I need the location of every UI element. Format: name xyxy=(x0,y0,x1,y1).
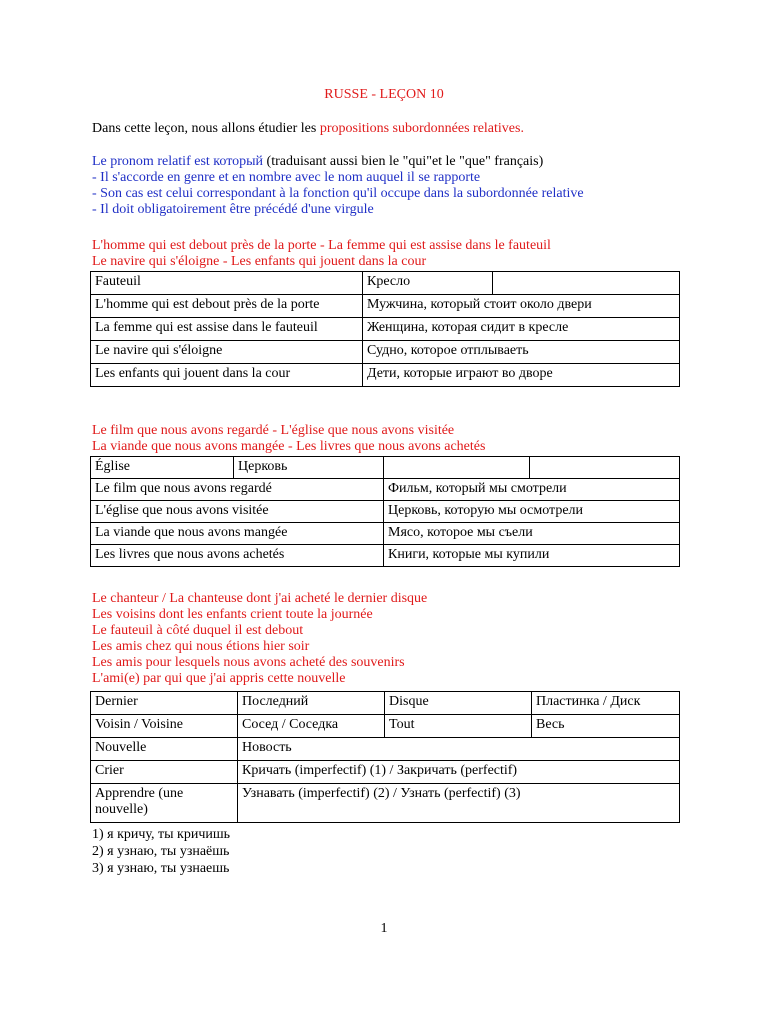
table-cell: Последний xyxy=(238,692,385,715)
table-cell: Мужчина, который стоит около двери xyxy=(363,295,680,318)
rule-intro-note: (traduisant aussi bien le "qui"et le "que" français) xyxy=(263,154,544,169)
table-row xyxy=(91,341,680,364)
rule-intro xyxy=(92,154,584,170)
example-3-heading xyxy=(92,591,427,687)
table-cell: Tout xyxy=(385,715,532,738)
table-row xyxy=(91,479,680,501)
table-cell: Фильм, который мы смотрели xyxy=(384,479,680,501)
table-cell: L'église que nous avons visitée xyxy=(91,501,384,523)
table-row xyxy=(91,318,680,341)
table-row xyxy=(91,272,680,295)
table-cell: Весь xyxy=(532,715,680,738)
table-cell: Сосед / Соседка xyxy=(238,715,385,738)
example-1-heading xyxy=(92,238,551,270)
table-cell: Судно, которое отплываеть xyxy=(363,341,680,364)
table-cell: Кресло xyxy=(363,272,493,295)
intro-paragraph xyxy=(92,121,524,137)
example-line: Le fauteuil à côté duquel il est debout xyxy=(92,623,304,638)
table-cell: Les enfants qui jouent dans la cour xyxy=(91,364,363,387)
table-row xyxy=(91,738,680,761)
example-line: Le chanteur / La chanteuse dont j'ai acheté le dernier disque xyxy=(92,591,428,606)
table-cell: Les livres que nous avons achetés xyxy=(91,545,384,567)
table-cell-empty xyxy=(493,272,680,295)
relative-pronoun: который xyxy=(213,154,264,169)
table-cell: Пластинка / Диск xyxy=(532,692,680,715)
table-cell-empty xyxy=(530,457,680,479)
example-line: Les amis pour lesquels nous avons acheté des souvenirs xyxy=(92,655,405,670)
rule-item: - Il s'accorde en genre et en nombre avec le nom auquel il se rapporte xyxy=(92,170,481,185)
table-cell: Le navire qui s'éloigne xyxy=(91,341,363,364)
rule-intro-text: Le pronom relatif est xyxy=(92,154,214,169)
example-line: Les amis chez qui nous étions hier soir xyxy=(92,639,310,654)
table-cell: Disque xyxy=(385,692,532,715)
table-cell: Узнавать (imperfectif) (2) / Узнать (perfectif) (3) xyxy=(238,784,680,823)
table-cell: Apprendre (une nouvelle) xyxy=(91,784,238,823)
table-cell: Dernier xyxy=(91,692,238,715)
table-cell: Église xyxy=(91,457,234,479)
table-row xyxy=(91,692,680,715)
table-row xyxy=(91,501,680,523)
rule-item: - Son cas est celui correspondant à la fonction qu'il occupe dans la subordonnée relative xyxy=(92,186,584,201)
table-cell: Женщина, которая сидит в кресле xyxy=(363,318,680,341)
table-row xyxy=(91,457,680,479)
table-cell: La viande que nous avons mangée xyxy=(91,523,384,545)
table-cell: Новость xyxy=(238,738,680,761)
example-2-heading xyxy=(92,423,485,455)
example-line: La viande que nous avons mangée - Les livres que nous avons achetés xyxy=(92,439,486,454)
example-1-table xyxy=(90,271,680,387)
example-line: Le navire qui s'éloigne - Les enfants qui jouent dans la cour xyxy=(92,254,427,269)
table-row xyxy=(91,761,680,784)
intro-highlight: propositions subordonnées relatives. xyxy=(319,121,524,136)
table-cell: Nouvelle xyxy=(91,738,238,761)
footnotes xyxy=(92,826,230,877)
table-cell: L'homme qui est debout près de la porte xyxy=(91,295,363,318)
footnote: 1) я кричу, ты кричишь xyxy=(92,827,231,842)
footnote: 3) я узнаю, ты узнаешь xyxy=(92,861,230,876)
table-row xyxy=(91,715,680,738)
page-number: 1 xyxy=(380,921,388,936)
table-cell: Дети, которые играют во дворе xyxy=(363,364,680,387)
table-cell: Voisin / Voisine xyxy=(91,715,238,738)
intro-text: Dans cette leçon, nous allons étudier les xyxy=(92,121,320,136)
page-title: RUSSE - LEÇON 10 xyxy=(324,87,444,102)
table-cell-empty xyxy=(384,457,530,479)
table-cell: Мясо, которое мы съели xyxy=(384,523,680,545)
table-cell: Церковь xyxy=(234,457,384,479)
example-line: L'ami(e) par qui que j'ai appris cette nouvelle xyxy=(92,671,346,686)
table-row xyxy=(91,784,680,823)
example-2-table xyxy=(90,456,680,567)
rule-item: - Il doit obligatoirement être précédé d'une virgule xyxy=(92,202,374,217)
table-cell: Церковь, которую мы осмотрели xyxy=(384,501,680,523)
table-row xyxy=(91,523,680,545)
rules-block xyxy=(92,154,584,218)
footnote: 2) я узнаю, ты узнаёшь xyxy=(92,844,230,859)
example-line: Les voisins dont les enfants crient toute la journée xyxy=(92,607,373,622)
example-line: Le film que nous avons regardé - L'église que nous avons visitée xyxy=(92,423,455,438)
table-row xyxy=(91,295,680,318)
table-cell: Кричать (imperfectif) (1) / Закричать (perfectif) xyxy=(238,761,680,784)
table-cell: Fauteuil xyxy=(91,272,363,295)
table-cell: Crier xyxy=(91,761,238,784)
vocabulary-table xyxy=(90,691,680,823)
table-row xyxy=(91,364,680,387)
example-line: L'homme qui est debout près de la porte - La femme qui est assise dans le fauteuil xyxy=(92,238,551,253)
table-cell: La femme qui est assise dans le fauteuil xyxy=(91,318,363,341)
table-cell: Книги, которые мы купили xyxy=(384,545,680,567)
table-row xyxy=(91,545,680,567)
table-cell: Le film que nous avons regardé xyxy=(91,479,384,501)
